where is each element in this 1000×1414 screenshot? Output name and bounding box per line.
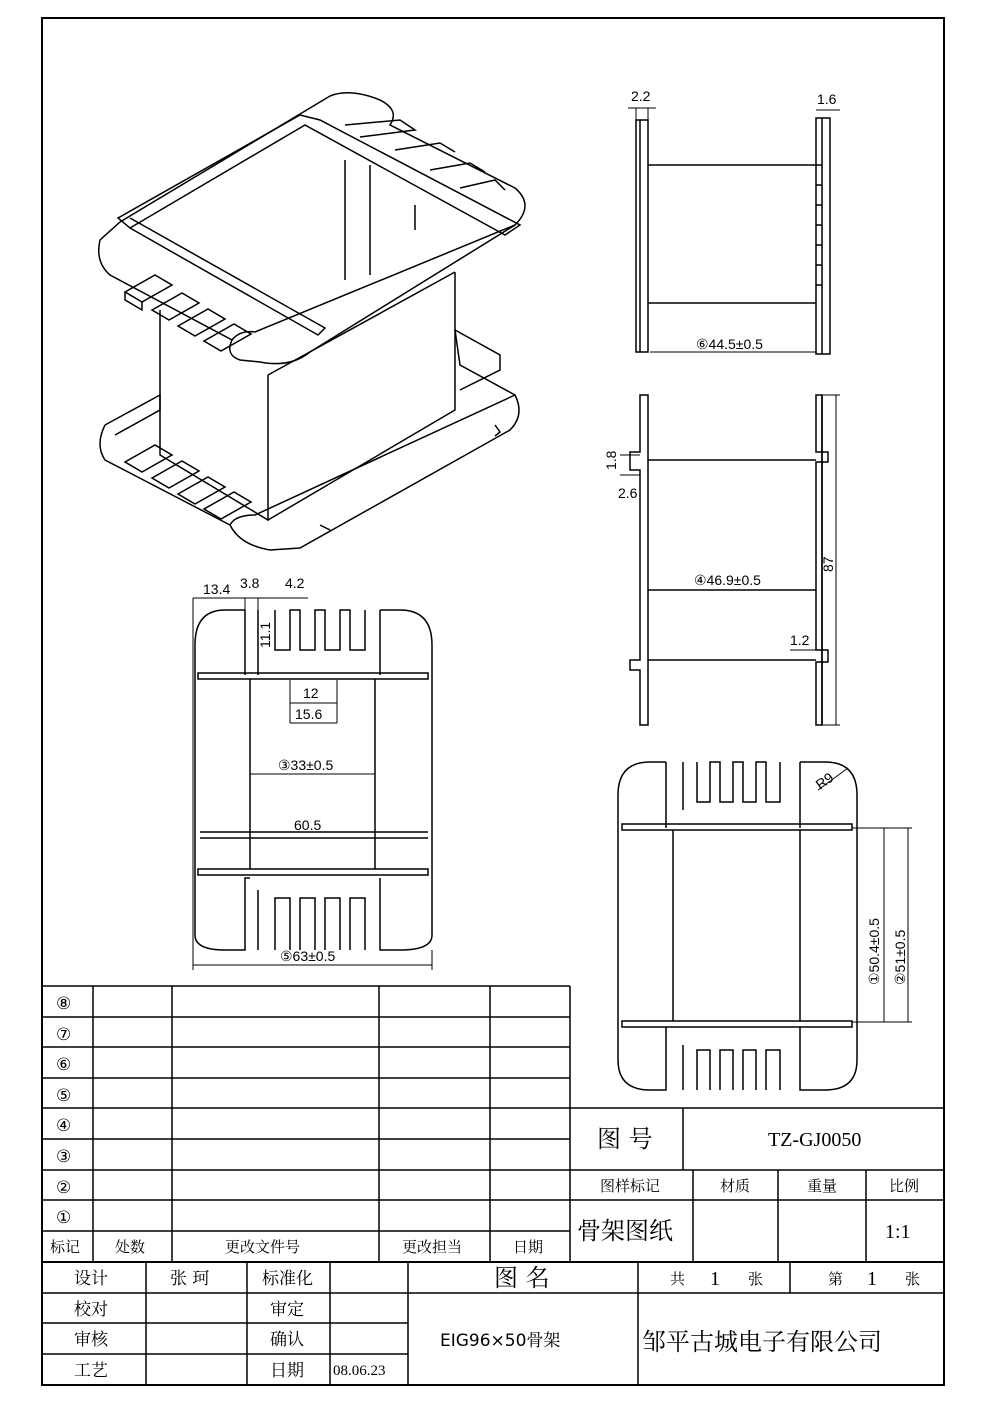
col-scale-label: 比例 (889, 1177, 920, 1195)
dim-side-top-right: 1.6 (817, 91, 837, 107)
dim-front-a: 13.4 (203, 581, 231, 597)
drawing-number: TZ-GJ0050 (768, 1129, 862, 1151)
dim-front-c: 4.2 (285, 575, 305, 591)
rev-row-1: ① (56, 1208, 72, 1228)
date-value: 08.06.23 (333, 1363, 386, 1379)
dim-front-g: ③33±0.5 (278, 757, 334, 773)
dim-front-h: 60.5 (294, 817, 322, 833)
scale-value: 1:1 (885, 1221, 911, 1243)
design-label: 设计 (74, 1269, 108, 1289)
dim-front-f: 15.6 (295, 706, 323, 722)
date-label: 日期 (270, 1361, 304, 1381)
drawing-type: 骨架图纸 (577, 1217, 673, 1245)
dim-side-width: ⑥44.5±0.5 (696, 336, 763, 352)
approve-label: 审定 (270, 1300, 304, 1320)
sheet-label: 第 (828, 1270, 844, 1288)
dim-mid-2: 2.6 (618, 485, 638, 501)
dim-front-d: 11.1 (257, 621, 273, 648)
review-label: 审核 (74, 1330, 108, 1350)
drawing-no-label: 图 号 (597, 1125, 653, 1153)
part-name: EIG96×50骨架 (440, 1331, 561, 1351)
standard-label: 标准化 (262, 1269, 313, 1289)
dim-side-top-left: 2.2 (631, 88, 651, 104)
rev-row-3: ③ (56, 1147, 72, 1167)
dim-mid-width: ④46.9±0.5 (694, 572, 761, 588)
dim-front-e: 12 (303, 685, 319, 701)
designer-name: 张 珂 (170, 1269, 210, 1289)
front-view (193, 598, 432, 970)
rev-header-mark: 标记 (50, 1238, 81, 1256)
dim-br-v1: ①50.4±0.5 (866, 918, 882, 985)
process-label: 工艺 (74, 1361, 108, 1381)
total-value: 1 (710, 1268, 720, 1290)
rev-row-4: ④ (56, 1116, 72, 1136)
dim-mid-1: 1.8 (603, 450, 619, 470)
sheet-value: 1 (867, 1268, 877, 1290)
rev-row-7: ⑦ (56, 1025, 72, 1045)
rev-row-6: ⑥ (56, 1055, 72, 1075)
rev-header-owner: 更改担当 (402, 1238, 463, 1256)
check-label: 校对 (74, 1300, 108, 1320)
dim-br-v2: ②51±0.5 (892, 929, 908, 985)
isometric-view (99, 93, 525, 550)
side-view (628, 108, 840, 354)
rev-row-2: ② (56, 1178, 72, 1198)
rev-row-5: ⑤ (56, 1086, 72, 1106)
dim-br-radius: R9 (812, 769, 837, 793)
dim-mid-height: 87 (820, 556, 836, 572)
rev-header-count: 处数 (115, 1238, 146, 1256)
rev-header-file: 更改文件号 (225, 1238, 301, 1256)
middle-section-view (620, 395, 840, 725)
dim-front-b: 3.8 (240, 575, 260, 591)
name-label: 图 名 (494, 1264, 550, 1292)
rev-header-date: 日期 (513, 1238, 544, 1256)
rev-row-8: ⑧ (56, 994, 72, 1014)
confirm-label: 确认 (270, 1330, 304, 1350)
dim-mid-small: 1.2 (790, 632, 810, 648)
col-weight-label: 重量 (807, 1177, 838, 1195)
company-name: 邹平古城电子有限公司 (642, 1328, 882, 1356)
col-material-label: 材质 (720, 1177, 751, 1195)
col-mark-label: 图样标记 (600, 1177, 661, 1195)
dim-front-i: ⑤63±0.5 (280, 948, 336, 964)
total-label: 共 (670, 1270, 686, 1288)
sheet-unit: 张 (905, 1270, 921, 1288)
total-unit: 张 (748, 1270, 764, 1288)
